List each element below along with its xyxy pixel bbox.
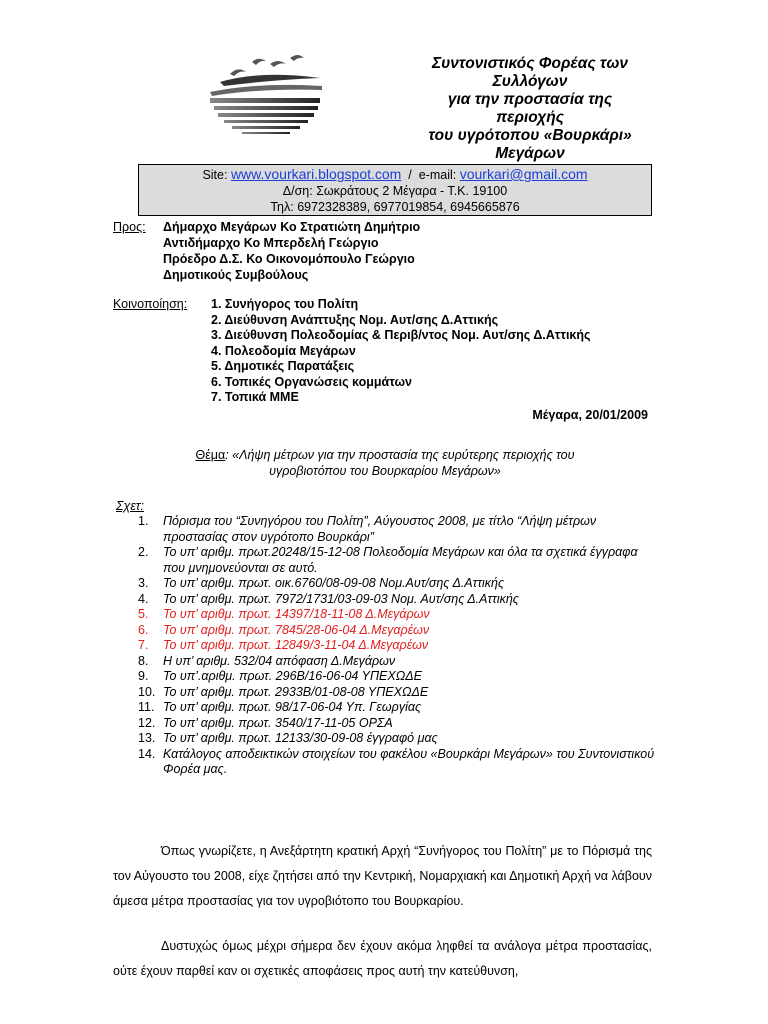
reference-item bbox=[116, 607, 656, 623]
reference-number: 3. bbox=[138, 576, 149, 590]
wetland-logo bbox=[200, 52, 332, 142]
reference-item bbox=[116, 623, 656, 639]
email-label: e-mail: bbox=[418, 168, 457, 182]
org-title-line: Συντονιστικός Φορέας των bbox=[431, 55, 629, 72]
reference-item bbox=[116, 654, 656, 670]
subject-label: Θέμα bbox=[195, 448, 226, 462]
contact-box bbox=[138, 164, 652, 216]
reference-item bbox=[116, 514, 656, 545]
reference-text: Κατάλογος αποδεικτικών στοιχείων του φακέλου «Βουρκάρι Μεγάρων» του Συντονιστικού Φορέα μας. bbox=[163, 746, 655, 776]
recipient-line: Δημοτικούς Συμβούλους bbox=[163, 268, 309, 282]
contact-phones: Τηλ: 6972328389, 6977019854, 6945665876 bbox=[270, 200, 520, 214]
reference-text: Το υπ’ αριθμ. πρωτ. 98/17-06-04 Υπ. Γεωργίας bbox=[163, 700, 422, 714]
reference-number: 13. bbox=[138, 731, 156, 745]
reference-item bbox=[116, 669, 656, 685]
reference-text: Το υπ’ αριθμ. πρωτ. 2933Β/01-08-08 ΥΠΕΧΩΔΕ bbox=[163, 684, 429, 699]
reference-number: 8. bbox=[138, 653, 149, 668]
cc-line: 5. Δημοτικές Παρατάξεις bbox=[211, 359, 355, 373]
cc-line: 2. Διεύθυνση Ανάπτυξης Νομ. Αυτ/σης Δ.Αττικής bbox=[211, 312, 499, 327]
reference-text: Το υπ’.αριθμ. πρωτ. 296Β/16-06-04 ΥΠΕΧΩΔΕ bbox=[163, 669, 422, 683]
organization-title bbox=[360, 55, 700, 163]
references-list bbox=[116, 514, 656, 778]
references-label: Σχετ: bbox=[116, 499, 144, 513]
reference-item bbox=[116, 545, 656, 576]
site-link[interactable]: www.vourkari.blogspot.com bbox=[230, 166, 402, 182]
reference-number: 5. bbox=[138, 607, 149, 621]
reference-text: Η υπ’ αριθμ. 532/04 απόφαση Δ.Μεγάρων bbox=[163, 653, 396, 668]
recipient-line: Πρόεδρο Δ.Σ. Κο Οικονομόπουλο Γεώργιο bbox=[163, 252, 415, 266]
reference-item bbox=[116, 592, 656, 608]
body-paragraph-1: Όπως γνωρίζετε, η Ανεξάρτητη κρατική Αρχή “Συνήγορος του Πολίτη” με το Πόρισμά της τον Αύγουστο του 2008, είχε ζητήσει από την Κεντρική, Νομαρχιακή και Δημοτική Αρχή να λάβουν άμεσα μέτρα προστασίας για τον υγροβιότοπο του Βουρκαρίου. bbox=[113, 844, 652, 908]
reference-text: Το υπ’ αριθμ. πρωτ. 14397/18-11-08 Δ.Μεγάρων bbox=[163, 607, 430, 621]
org-title-line: του υγρότοπου «Βουρκάρι» bbox=[428, 127, 632, 144]
reference-text: Το υπ’ αριθμ. πρωτ. οικ.6760/08-09-08 Νομ.Αυτ/σης Δ.Αττικής bbox=[163, 576, 505, 590]
cc-line: 4. Πολεοδομία Μεγάρων bbox=[211, 343, 356, 358]
reference-text: Το υπ’ αριθμ. πρωτ. 3540/17-11-05 ΟΡΣΑ bbox=[163, 715, 393, 730]
org-title-line: για την προστασία της bbox=[447, 91, 613, 108]
cc-line: 7. Τοπικά ΜΜΕ bbox=[211, 390, 299, 404]
reference-number: 4. bbox=[138, 591, 149, 606]
reference-item bbox=[116, 747, 656, 778]
body-paragraph-2: Δυστυχώς όμως μέχρι σήμερα δεν έχουν ακόμα ληφθεί τα ανάλογα μέτρα προστασίας, ούτε έχουν παρθεί καν οι σχετικές αποφάσεις προς αυτή την κατεύθυνση, bbox=[113, 939, 652, 978]
reference-number: 1. bbox=[138, 514, 149, 528]
subject-text-line2: υγροβιοτόπου του Βουρκαρίου Μεγάρων» bbox=[269, 464, 501, 478]
email-link[interactable]: vourkari@gmail.com bbox=[459, 166, 588, 182]
cc-line: 6. Τοπικές Οργανώσεις κομμάτων bbox=[211, 374, 412, 389]
reference-item bbox=[116, 731, 656, 747]
reference-text: Το υπ’ αριθμ. πρωτ. 7972/1731/03-09-03 Νομ. Αυτ/σης Δ.Αττικής bbox=[163, 591, 519, 606]
org-title-line: Μεγάρων bbox=[495, 145, 565, 162]
contact-web-line bbox=[139, 166, 651, 183]
reference-number: 9. bbox=[138, 669, 149, 683]
recipients-label: Προς: bbox=[113, 220, 146, 234]
reference-item bbox=[116, 576, 656, 592]
recipient-line: Δήμαρχο Μεγάρων Κο Στρατιώτη Δημήτριο bbox=[163, 220, 421, 234]
recipients-block bbox=[113, 219, 420, 283]
contact-address: Δ/ση: Σωκράτους 2 Μέγαρα - Τ.Κ. 19100 bbox=[282, 184, 508, 198]
reference-number: 6. bbox=[138, 622, 149, 637]
reference-text: Το υπ’ αριθμ. πρωτ.20248/15-12-08 Πολεοδομία Μεγάρων και όλα τα σχετικά έγγραφα που μνημονεύονται σε αυτό. bbox=[163, 545, 638, 575]
reference-text: Πόρισμα του “Συνηγόρου του Πολίτη”, Αύγουστος 2008, με τίτλο “Λήψη μέτρων προστασίας στον υγρότοπο Βουρκάρι” bbox=[163, 514, 597, 544]
reference-text: Το υπ’ αριθμ. πρωτ. 7845/28-06-04 Δ.Μεγαρέων bbox=[163, 622, 430, 637]
subject-block bbox=[160, 447, 610, 479]
letter-date: Μέγαρα, 20/01/2009 bbox=[532, 408, 648, 422]
subject-text-line1: : «Λήψη μέτρων για την προστασία της ευρύτερης περιοχής του bbox=[225, 448, 575, 462]
contact-separator: / bbox=[408, 168, 412, 182]
reference-number: 14. bbox=[138, 746, 156, 761]
cc-block bbox=[113, 297, 591, 406]
reference-text: Το υπ’ αριθμ. πρωτ. 12133/30-09-08 έγγραφό μας bbox=[163, 731, 438, 745]
recipient-line: Αντιδήμαρχο Κο Μπερδελή Γεώργιο bbox=[163, 236, 379, 250]
reference-number: 12. bbox=[138, 715, 156, 730]
reference-item bbox=[116, 716, 656, 732]
org-title-line: περιοχής bbox=[496, 109, 564, 126]
org-title-line: Συλλόγων bbox=[492, 73, 568, 90]
cc-line: 3. Διεύθυνση Πολεοδομίας & Περιβ/ντος Νομ. Αυτ/σης Δ.Αττικής bbox=[211, 328, 591, 342]
reference-number: 2. bbox=[138, 545, 149, 559]
cc-line: 1. Συνήγορος του Πολίτη bbox=[211, 297, 359, 311]
reference-item bbox=[116, 700, 656, 716]
site-label: Site: bbox=[202, 168, 228, 182]
cc-label: Κοινοποίηση: bbox=[113, 297, 188, 311]
reference-number: 7. bbox=[138, 638, 149, 652]
reference-number: 10. bbox=[138, 684, 156, 699]
reference-text: Το υπ’ αριθμ. πρωτ. 12849/3-11-04 Δ.Μεγαρέων bbox=[163, 638, 429, 652]
reference-item bbox=[116, 638, 656, 654]
reference-number: 11. bbox=[138, 700, 155, 714]
reference-item bbox=[116, 685, 656, 701]
